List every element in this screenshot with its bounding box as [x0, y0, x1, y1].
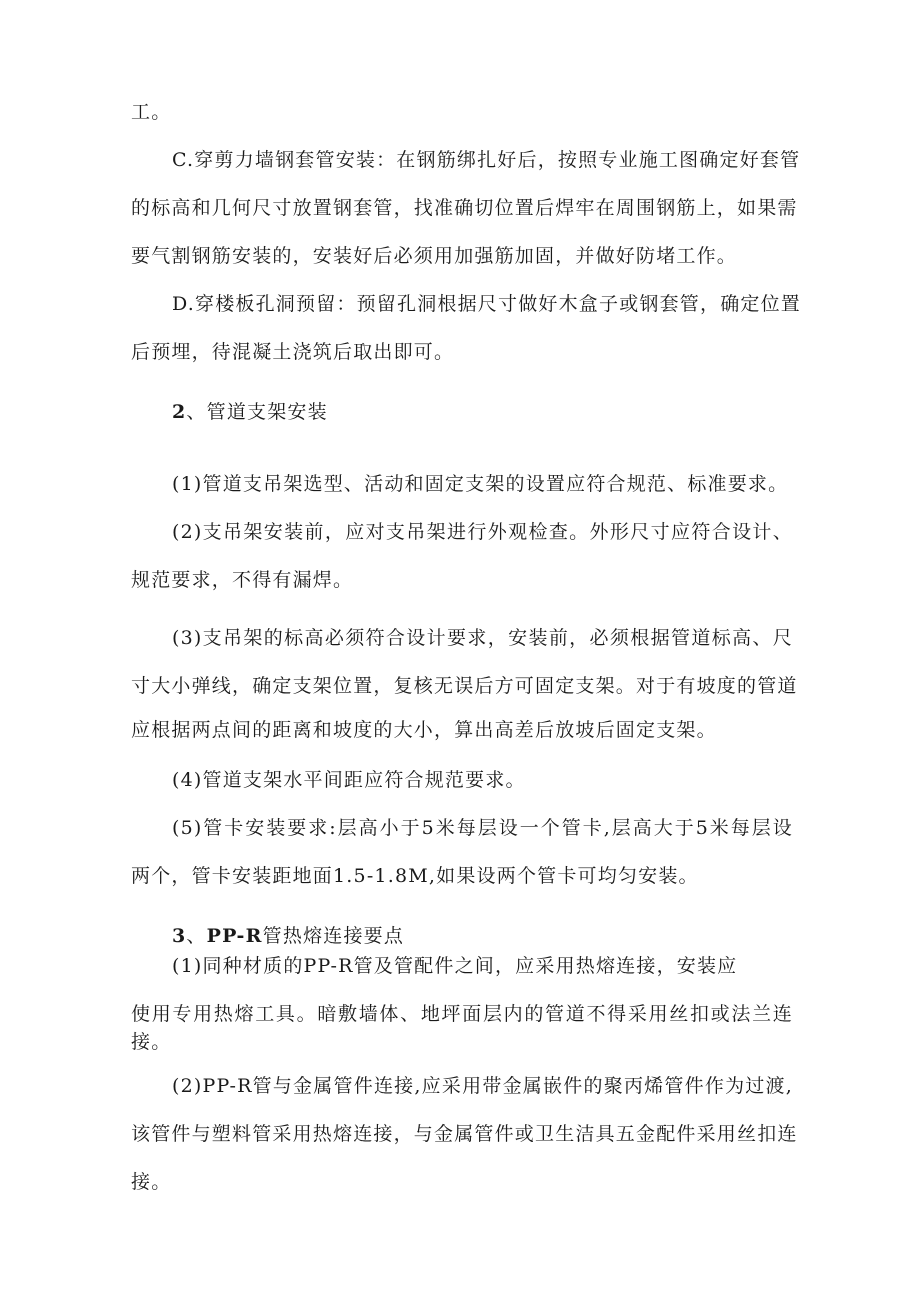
paragraph-line: (2)PP-R管与金属管件连接,应采用带金属嵌件的聚丙烯管件作为过渡,: [172, 1075, 793, 1097]
paragraph-line: 使用专用热熔工具。暗敷墙体、地坪面层内的管道不得采用丝扣或法兰连: [131, 1003, 793, 1025]
paragraph-line: (1)管道支吊架选型、活动和固定支架的设置应符合规范、标准要求。: [172, 473, 789, 495]
paragraph-line: (1)同种材质的PP-R管及管配件之间，应采用热熔连接，安装应: [172, 955, 738, 977]
paragraph-line: 该管件与塑料管采用热熔连接，与金属管件或卫生洁具五金配件采用丝扣连: [131, 1123, 798, 1145]
section-number: 2: [172, 401, 187, 423]
section-number: 3: [172, 925, 187, 947]
paragraph-line: 后预埋，待混凝土浇筑后取出即可。: [131, 341, 455, 363]
paragraph-line: 规范要求，不得有漏焊。: [131, 569, 354, 591]
paragraph-line: C.穿剪力墙钢套管安装：在钢筋绑扎好后，按照专业施工图确定好套管: [172, 149, 801, 171]
paragraph-line: D.穿楼板孔洞预留：预留孔洞根据尺寸做好木盒子或钢套管，确定位置: [172, 293, 801, 315]
paragraph-line: 工。: [131, 101, 172, 123]
paragraph-line: (5)管卡安装要求:层高小于5米每层设一个管卡,层高大于5米每层设: [172, 817, 793, 839]
paragraph-line: (4)管道支架水平间距应符合规范要求。: [172, 769, 526, 791]
paragraph-line: 要气割钢筋安装的，安装好后必须用加强筋加固，并做好防堵工作。: [131, 245, 738, 267]
paragraph-line: 两个，管卡安装距地面1.5-1.8M,如果设两个管卡可均匀安装。: [131, 865, 699, 887]
section-separator: 、: [186, 925, 207, 947]
paragraph-line: 应根据两点间的距离和坡度的大小，算出高差后放坡后固定支架。: [131, 719, 717, 741]
section-title-bold: PP-R: [206, 925, 263, 947]
paragraph-line: (3)支吊架的标高必须符合设计要求，安装前，必须根据管道标高、尺: [172, 627, 793, 649]
section-title: 管热熔连接要点: [262, 925, 405, 947]
paragraph-line: 的标高和几何尺寸放置钢套管，找准确切位置后焊牢在周围钢筋上，如果需: [131, 197, 798, 219]
section-title: 、管道支架安装: [186, 401, 328, 423]
paragraph-line: 接。: [131, 1171, 172, 1193]
paragraph-line: 寸大小弹线，确定支架位置，复核无误后方可固定支架。对于有坡度的管道: [131, 675, 798, 697]
section-heading: [172, 924, 404, 948]
paragraph-line: (2)支吊架安装前，应对支吊架进行外观检查。外形尺寸应符合设计、: [172, 521, 793, 543]
section-heading: [172, 400, 328, 424]
paragraph-line: 接。: [131, 1031, 172, 1053]
